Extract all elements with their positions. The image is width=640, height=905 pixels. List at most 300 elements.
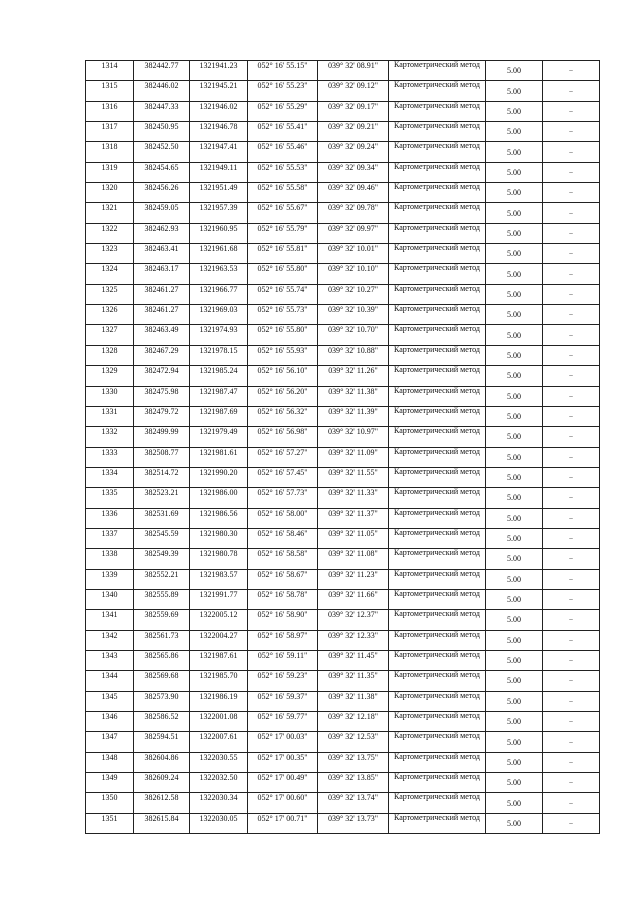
description-cell: –: [543, 488, 600, 508]
longitude-cell: 039° 32' 09.34": [318, 162, 389, 182]
description-cell: –: [543, 244, 600, 264]
x-coordinate-cell: 382523.21: [134, 488, 190, 508]
accuracy-cell: 5.00: [486, 101, 543, 121]
longitude-cell: 039° 32' 10.70": [318, 325, 389, 345]
accuracy-cell: 5.00: [486, 386, 543, 406]
latitude-cell: 052° 16' 55.58": [248, 183, 318, 203]
longitude-cell: 039° 32' 11.33": [318, 488, 389, 508]
x-coordinate-cell: 382609.24: [134, 773, 190, 793]
table-body: [86, 61, 600, 834]
accuracy-cell: 5.00: [486, 793, 543, 813]
longitude-cell: 039° 32' 09.17": [318, 101, 389, 121]
accuracy-cell: 5.00: [486, 325, 543, 345]
point-number-cell: 1325: [86, 284, 134, 304]
point-number-cell: 1347: [86, 732, 134, 752]
x-coordinate-cell: 382461.27: [134, 284, 190, 304]
accuracy-cell: 5.00: [486, 305, 543, 325]
y-coordinate-cell: 1322030.55: [190, 752, 248, 772]
latitude-cell: 052° 16' 58.78": [248, 589, 318, 609]
method-cell: Картометрический метод: [389, 447, 486, 467]
description-cell: –: [543, 305, 600, 325]
point-number-cell: 1314: [86, 61, 134, 81]
description-cell: –: [543, 447, 600, 467]
x-coordinate-cell: 382561.73: [134, 630, 190, 650]
latitude-cell: 052° 16' 55.46": [248, 142, 318, 162]
table-row: [86, 508, 600, 528]
accuracy-cell: 5.00: [486, 712, 543, 732]
y-coordinate-cell: 1321946.78: [190, 122, 248, 142]
y-coordinate-cell: 1321980.30: [190, 528, 248, 548]
x-coordinate-cell: 382569.68: [134, 671, 190, 691]
table-row: [86, 142, 600, 162]
longitude-cell: 039° 32' 10.27": [318, 284, 389, 304]
y-coordinate-cell: 1322007.61: [190, 732, 248, 752]
table-row: [86, 610, 600, 630]
description-cell: –: [543, 813, 600, 833]
longitude-cell: 039° 32' 10.88": [318, 345, 389, 365]
latitude-cell: 052° 16' 55.15": [248, 61, 318, 81]
method-cell: Картометрический метод: [389, 589, 486, 609]
latitude-cell: 052° 16' 56.32": [248, 406, 318, 426]
latitude-cell: 052° 16' 56.10": [248, 366, 318, 386]
accuracy-cell: 5.00: [486, 406, 543, 426]
y-coordinate-cell: 1321957.39: [190, 203, 248, 223]
accuracy-cell: 5.00: [486, 813, 543, 833]
accuracy-cell: 5.00: [486, 650, 543, 670]
latitude-cell: 052° 16' 56.98": [248, 427, 318, 447]
y-coordinate-cell: 1321991.77: [190, 589, 248, 609]
method-cell: Картометрический метод: [389, 223, 486, 243]
accuracy-cell: 5.00: [486, 366, 543, 386]
point-number-cell: 1345: [86, 691, 134, 711]
longitude-cell: 039° 32' 10.97": [318, 427, 389, 447]
y-coordinate-cell: 1321986.00: [190, 488, 248, 508]
table-row: [86, 712, 600, 732]
x-coordinate-cell: 382586.52: [134, 712, 190, 732]
description-cell: –: [543, 467, 600, 487]
description-cell: –: [543, 183, 600, 203]
method-cell: Картометрический метод: [389, 528, 486, 548]
table-row: [86, 589, 600, 609]
point-number-cell: 1324: [86, 264, 134, 284]
accuracy-cell: 5.00: [486, 773, 543, 793]
x-coordinate-cell: 382442.77: [134, 61, 190, 81]
longitude-cell: 039° 32' 09.12": [318, 81, 389, 101]
table-row: [86, 183, 600, 203]
x-coordinate-cell: 382531.69: [134, 508, 190, 528]
latitude-cell: 052° 16' 59.77": [248, 712, 318, 732]
table-row: [86, 813, 600, 833]
accuracy-cell: 5.00: [486, 345, 543, 365]
accuracy-cell: 5.00: [486, 427, 543, 447]
description-cell: –: [543, 752, 600, 772]
point-number-cell: 1344: [86, 671, 134, 691]
table-row: [86, 406, 600, 426]
accuracy-cell: 5.00: [486, 264, 543, 284]
description-cell: –: [543, 650, 600, 670]
latitude-cell: 052° 17' 00.03": [248, 732, 318, 752]
latitude-cell: 052° 16' 58.97": [248, 630, 318, 650]
y-coordinate-cell: 1321987.69: [190, 406, 248, 426]
y-coordinate-cell: 1321941.23: [190, 61, 248, 81]
latitude-cell: 052° 16' 58.90": [248, 610, 318, 630]
description-cell: –: [543, 406, 600, 426]
x-coordinate-cell: 382461.27: [134, 305, 190, 325]
table-row: [86, 284, 600, 304]
accuracy-cell: 5.00: [486, 284, 543, 304]
y-coordinate-cell: 1321985.70: [190, 671, 248, 691]
description-cell: –: [543, 203, 600, 223]
method-cell: Картометрический метод: [389, 467, 486, 487]
longitude-cell: 039° 32' 11.35": [318, 671, 389, 691]
point-number-cell: 1322: [86, 223, 134, 243]
y-coordinate-cell: 1321978.15: [190, 345, 248, 365]
method-cell: Картометрический метод: [389, 630, 486, 650]
point-number-cell: 1321: [86, 203, 134, 223]
latitude-cell: 052° 17' 00.71": [248, 813, 318, 833]
x-coordinate-cell: 382559.69: [134, 610, 190, 630]
latitude-cell: 052° 16' 58.58": [248, 549, 318, 569]
x-coordinate-cell: 382463.17: [134, 264, 190, 284]
description-cell: –: [543, 162, 600, 182]
method-cell: Картометрический метод: [389, 488, 486, 508]
method-cell: Картометрический метод: [389, 508, 486, 528]
method-cell: Картометрический метод: [389, 142, 486, 162]
table-row: [86, 752, 600, 772]
latitude-cell: 052° 16' 55.41": [248, 122, 318, 142]
accuracy-cell: 5.00: [486, 122, 543, 142]
description-cell: –: [543, 427, 600, 447]
table-row: [86, 549, 600, 569]
latitude-cell: 052° 16' 55.73": [248, 305, 318, 325]
longitude-cell: 039° 32' 11.23": [318, 569, 389, 589]
y-coordinate-cell: 1321946.02: [190, 101, 248, 121]
table-row: [86, 691, 600, 711]
x-coordinate-cell: 382549.39: [134, 549, 190, 569]
y-coordinate-cell: 1322032.50: [190, 773, 248, 793]
accuracy-cell: 5.00: [486, 203, 543, 223]
x-coordinate-cell: 382555.89: [134, 589, 190, 609]
longitude-cell: 039° 32' 11.38": [318, 386, 389, 406]
description-cell: –: [543, 223, 600, 243]
table-row: [86, 386, 600, 406]
latitude-cell: 052° 16' 58.67": [248, 569, 318, 589]
latitude-cell: 052° 16' 55.53": [248, 162, 318, 182]
accuracy-cell: 5.00: [486, 183, 543, 203]
longitude-cell: 039° 32' 11.09": [318, 447, 389, 467]
table-row: [86, 630, 600, 650]
x-coordinate-cell: 382475.98: [134, 386, 190, 406]
latitude-cell: 052° 17' 00.49": [248, 773, 318, 793]
point-number-cell: 1350: [86, 793, 134, 813]
x-coordinate-cell: 382499.99: [134, 427, 190, 447]
table-row: [86, 345, 600, 365]
latitude-cell: 052° 16' 55.23": [248, 81, 318, 101]
description-cell: –: [543, 61, 600, 81]
point-number-cell: 1337: [86, 528, 134, 548]
description-cell: –: [543, 630, 600, 650]
accuracy-cell: 5.00: [486, 162, 543, 182]
longitude-cell: 039° 32' 09.21": [318, 122, 389, 142]
description-cell: –: [543, 142, 600, 162]
x-coordinate-cell: 382446.02: [134, 81, 190, 101]
point-number-cell: 1315: [86, 81, 134, 101]
latitude-cell: 052° 16' 59.37": [248, 691, 318, 711]
latitude-cell: 052° 16' 55.80": [248, 325, 318, 345]
latitude-cell: 052° 16' 59.23": [248, 671, 318, 691]
x-coordinate-cell: 382450.95: [134, 122, 190, 142]
accuracy-cell: 5.00: [486, 610, 543, 630]
longitude-cell: 039° 32' 13.74": [318, 793, 389, 813]
coordinates-table: [85, 60, 600, 834]
accuracy-cell: 5.00: [486, 81, 543, 101]
point-number-cell: 1351: [86, 813, 134, 833]
description-cell: –: [543, 732, 600, 752]
longitude-cell: 039° 32' 10.39": [318, 305, 389, 325]
x-coordinate-cell: 382565.86: [134, 650, 190, 670]
accuracy-cell: 5.00: [486, 528, 543, 548]
accuracy-cell: 5.00: [486, 467, 543, 487]
longitude-cell: 039° 32' 11.05": [318, 528, 389, 548]
description-cell: –: [543, 773, 600, 793]
y-coordinate-cell: 1321947.41: [190, 142, 248, 162]
x-coordinate-cell: 382604.86: [134, 752, 190, 772]
longitude-cell: 039° 32' 11.26": [318, 366, 389, 386]
description-cell: –: [543, 589, 600, 609]
table-row: [86, 447, 600, 467]
y-coordinate-cell: 1321969.03: [190, 305, 248, 325]
method-cell: Картометрический метод: [389, 712, 486, 732]
description-cell: –: [543, 81, 600, 101]
table-row: [86, 101, 600, 121]
method-cell: Картометрический метод: [389, 122, 486, 142]
method-cell: Картометрический метод: [389, 264, 486, 284]
description-cell: –: [543, 122, 600, 142]
longitude-cell: 039° 32' 11.37": [318, 508, 389, 528]
x-coordinate-cell: 382462.93: [134, 223, 190, 243]
description-cell: –: [543, 549, 600, 569]
method-cell: Картометрический метод: [389, 691, 486, 711]
latitude-cell: 052° 17' 00.35": [248, 752, 318, 772]
y-coordinate-cell: 1321979.49: [190, 427, 248, 447]
point-number-cell: 1316: [86, 101, 134, 121]
latitude-cell: 052° 16' 55.80": [248, 264, 318, 284]
longitude-cell: 039° 32' 13.73": [318, 813, 389, 833]
y-coordinate-cell: 1321960.95: [190, 223, 248, 243]
point-number-cell: 1339: [86, 569, 134, 589]
longitude-cell: 039° 32' 12.53": [318, 732, 389, 752]
method-cell: Картометрический метод: [389, 345, 486, 365]
table-row: [86, 467, 600, 487]
method-cell: Картометрический метод: [389, 284, 486, 304]
point-number-cell: 1340: [86, 589, 134, 609]
latitude-cell: 052° 16' 58.46": [248, 528, 318, 548]
x-coordinate-cell: 382472.94: [134, 366, 190, 386]
longitude-cell: 039° 32' 09.97": [318, 223, 389, 243]
point-number-cell: 1342: [86, 630, 134, 650]
y-coordinate-cell: 1322001.08: [190, 712, 248, 732]
point-number-cell: 1328: [86, 345, 134, 365]
latitude-cell: 052° 16' 56.20": [248, 386, 318, 406]
longitude-cell: 039° 32' 12.33": [318, 630, 389, 650]
latitude-cell: 052° 16' 58.00": [248, 508, 318, 528]
longitude-cell: 039° 32' 10.10": [318, 264, 389, 284]
y-coordinate-cell: 1322030.34: [190, 793, 248, 813]
method-cell: Картометрический метод: [389, 569, 486, 589]
x-coordinate-cell: 382459.05: [134, 203, 190, 223]
point-number-cell: 1318: [86, 142, 134, 162]
y-coordinate-cell: 1321990.20: [190, 467, 248, 487]
point-number-cell: 1323: [86, 244, 134, 264]
point-number-cell: 1319: [86, 162, 134, 182]
y-coordinate-cell: 1321963.53: [190, 264, 248, 284]
longitude-cell: 039° 32' 12.37": [318, 610, 389, 630]
accuracy-cell: 5.00: [486, 671, 543, 691]
x-coordinate-cell: 382573.90: [134, 691, 190, 711]
description-cell: –: [543, 712, 600, 732]
latitude-cell: 052° 16' 55.67": [248, 203, 318, 223]
x-coordinate-cell: 382447.33: [134, 101, 190, 121]
description-cell: –: [543, 345, 600, 365]
y-coordinate-cell: 1322030.05: [190, 813, 248, 833]
method-cell: Картометрический метод: [389, 427, 486, 447]
x-coordinate-cell: 382615.84: [134, 813, 190, 833]
accuracy-cell: 5.00: [486, 508, 543, 528]
point-number-cell: 1329: [86, 366, 134, 386]
longitude-cell: 039° 32' 11.39": [318, 406, 389, 426]
point-number-cell: 1348: [86, 752, 134, 772]
longitude-cell: 039° 32' 11.38": [318, 691, 389, 711]
method-cell: Картометрический метод: [389, 406, 486, 426]
table-row: [86, 264, 600, 284]
x-coordinate-cell: 382545.59: [134, 528, 190, 548]
accuracy-cell: 5.00: [486, 752, 543, 772]
table-row: [86, 223, 600, 243]
longitude-cell: 039° 32' 12.18": [318, 712, 389, 732]
point-number-cell: 1338: [86, 549, 134, 569]
method-cell: Картометрический метод: [389, 366, 486, 386]
x-coordinate-cell: 382479.72: [134, 406, 190, 426]
longitude-cell: 039° 32' 09.46": [318, 183, 389, 203]
accuracy-cell: 5.00: [486, 549, 543, 569]
point-number-cell: 1333: [86, 447, 134, 467]
point-number-cell: 1341: [86, 610, 134, 630]
y-coordinate-cell: 1321966.77: [190, 284, 248, 304]
table-row: [86, 427, 600, 447]
method-cell: Картометрический метод: [389, 549, 486, 569]
x-coordinate-cell: 382454.65: [134, 162, 190, 182]
y-coordinate-cell: 1321951.49: [190, 183, 248, 203]
latitude-cell: 052° 16' 55.29": [248, 101, 318, 121]
longitude-cell: 039° 32' 13.75": [318, 752, 389, 772]
y-coordinate-cell: 1321987.47: [190, 386, 248, 406]
method-cell: Картометрический метод: [389, 162, 486, 182]
x-coordinate-cell: 382514.72: [134, 467, 190, 487]
x-coordinate-cell: 382552.21: [134, 569, 190, 589]
x-coordinate-cell: 382594.51: [134, 732, 190, 752]
table-row: [86, 488, 600, 508]
y-coordinate-cell: 1321961.68: [190, 244, 248, 264]
description-cell: –: [543, 671, 600, 691]
method-cell: Картометрический метод: [389, 773, 486, 793]
point-number-cell: 1343: [86, 650, 134, 670]
method-cell: Картометрический метод: [389, 671, 486, 691]
y-coordinate-cell: 1321983.57: [190, 569, 248, 589]
description-cell: –: [543, 691, 600, 711]
table-row: [86, 773, 600, 793]
y-coordinate-cell: 1321974.93: [190, 325, 248, 345]
description-cell: –: [543, 366, 600, 386]
method-cell: Картометрический метод: [389, 203, 486, 223]
point-number-cell: 1335: [86, 488, 134, 508]
description-cell: –: [543, 101, 600, 121]
latitude-cell: 052° 16' 57.73": [248, 488, 318, 508]
table-row: [86, 203, 600, 223]
method-cell: Картометрический метод: [389, 752, 486, 772]
point-number-cell: 1349: [86, 773, 134, 793]
latitude-cell: 052° 16' 59.11": [248, 650, 318, 670]
point-number-cell: 1332: [86, 427, 134, 447]
latitude-cell: 052° 16' 55.81": [248, 244, 318, 264]
description-cell: –: [543, 508, 600, 528]
table-row: [86, 305, 600, 325]
x-coordinate-cell: 382467.29: [134, 345, 190, 365]
table-row: [86, 122, 600, 142]
longitude-cell: 039° 32' 10.01": [318, 244, 389, 264]
y-coordinate-cell: 1321981.61: [190, 447, 248, 467]
method-cell: Картометрический метод: [389, 81, 486, 101]
table-row: [86, 61, 600, 81]
point-number-cell: 1331: [86, 406, 134, 426]
latitude-cell: 052° 16' 55.93": [248, 345, 318, 365]
x-coordinate-cell: 382463.41: [134, 244, 190, 264]
point-number-cell: 1326: [86, 305, 134, 325]
y-coordinate-cell: 1321949.11: [190, 162, 248, 182]
table-row: [86, 325, 600, 345]
point-number-cell: 1330: [86, 386, 134, 406]
point-number-cell: 1336: [86, 508, 134, 528]
point-number-cell: 1346: [86, 712, 134, 732]
accuracy-cell: 5.00: [486, 61, 543, 81]
latitude-cell: 052° 16' 57.45": [248, 467, 318, 487]
table-row: [86, 569, 600, 589]
accuracy-cell: 5.00: [486, 447, 543, 467]
point-number-cell: 1320: [86, 183, 134, 203]
longitude-cell: 039° 32' 11.45": [318, 650, 389, 670]
x-coordinate-cell: 382508.77: [134, 447, 190, 467]
description-cell: –: [543, 793, 600, 813]
y-coordinate-cell: 1321945.21: [190, 81, 248, 101]
point-number-cell: 1334: [86, 467, 134, 487]
longitude-cell: 039° 32' 09.24": [318, 142, 389, 162]
method-cell: Картометрический метод: [389, 650, 486, 670]
method-cell: Картометрический метод: [389, 183, 486, 203]
description-cell: –: [543, 528, 600, 548]
description-cell: –: [543, 325, 600, 345]
latitude-cell: 052° 16' 57.27": [248, 447, 318, 467]
method-cell: Картометрический метод: [389, 101, 486, 121]
longitude-cell: 039° 32' 11.08": [318, 549, 389, 569]
method-cell: Картометрический метод: [389, 305, 486, 325]
table-row: [86, 162, 600, 182]
latitude-cell: 052° 16' 55.79": [248, 223, 318, 243]
description-cell: –: [543, 386, 600, 406]
table-row: [86, 81, 600, 101]
y-coordinate-cell: 1321986.19: [190, 691, 248, 711]
accuracy-cell: 5.00: [486, 732, 543, 752]
method-cell: Картометрический метод: [389, 61, 486, 81]
method-cell: Картометрический метод: [389, 610, 486, 630]
